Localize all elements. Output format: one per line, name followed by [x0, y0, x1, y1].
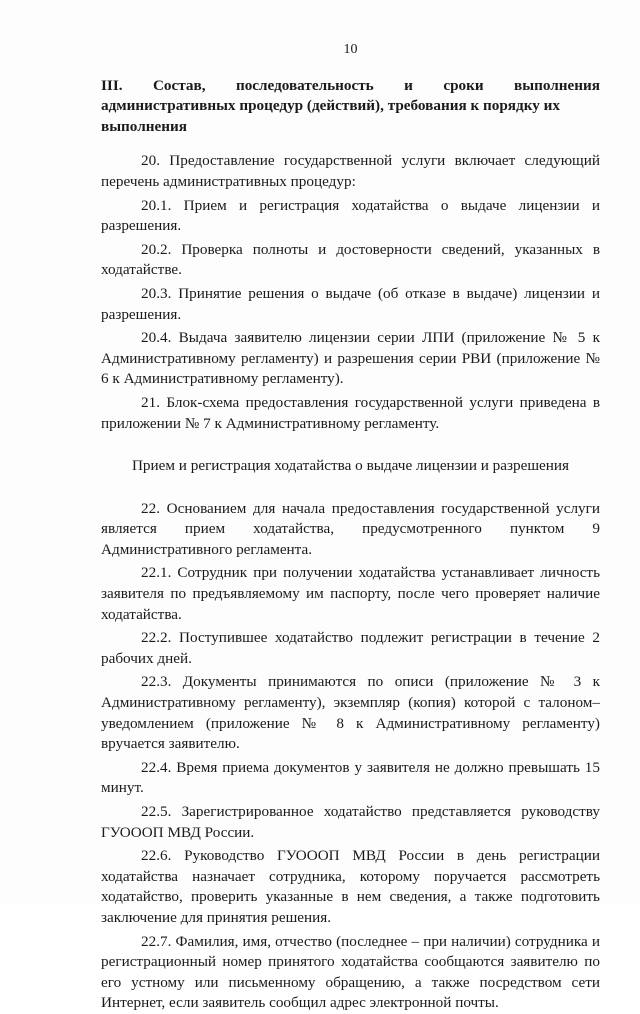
section-heading: [101, 76, 600, 138]
subsection-heading: Прием и регистрация ходатайства о выдаче лицензии и разрешения: [131, 457, 570, 475]
paragraph-20: 20. Предоставление государственной услуги включает следующий перечень административных процедур:: [101, 152, 600, 190]
paragraph-22-6: 22.6. Руководство ГУОООП МВД России в день регистрации ходатайства назначает сотрудника, которому поручается рассмотреть ходатайство, проверить указанные в нем сведения, а также подготовить заключение для принятия решения.: [101, 847, 600, 926]
paragraph-22-line-1: 22. Основанием для начала предоставления государственной услуги: [141, 499, 600, 517]
paragraph-22-3: 22.3. Документы принимаются по описи (приложение № 3 к Административному регламенту), экземпляр (копия) которой с талоном–уведомлением (приложение № 8 к Административному регламенту) вручается заявителю.: [101, 673, 600, 753]
paragraph-20-3: 20.3. Принятие решения о выдаче (об отказе в выдаче) лицензии и разрешения.: [101, 284, 600, 323]
paragraph-22-7: 22.7. Фамилия, имя, отчество (последнее – при наличии) сотрудника и регистрационный номер принятого ходатайства сообщаются заявителю по его устному или письменному обращению, а также посредством сети Интернет, если заявитель сообщил адрес электронной почты.: [101, 932, 600, 1012]
section-heading-line-1: III. Состав, последовательность и сроки выполнения: [101, 76, 600, 94]
paragraph-21: 21. Блок-схема предоставления государственной услуги приведена в приложении № 7 к Административному регламенту.: [101, 393, 600, 432]
paragraph-20-2: 20.2. Проверка полноты и достоверности сведений, указанных в ходатайстве.: [101, 240, 600, 279]
paragraph-22-4: 22.4. Время приема документов у заявителя не должно превышать 15 минут.: [101, 758, 600, 797]
section-heading-line-2: административных процедур (действий), требования к порядку их выполнения: [101, 97, 560, 135]
paragraph-22-1: 22.1. Сотрудник при получении ходатайства устанавливает личность заявителя по предъявляемому им паспорту, после чего проверяет наличие ходатайства.: [101, 564, 600, 623]
paragraph-20-1: 20.1. Прием и регистрация ходатайства о выдаче лицензии и разрешения.: [101, 196, 600, 235]
paragraph-22-line-3: Административного регламента.: [101, 540, 313, 558]
page-number: 10: [343, 42, 358, 57]
paragraph-20-4: 20.4. Выдача заявителю лицензии серии ЛПИ (приложение № 5 к Административному регламенту) и разрешения серии РВИ (приложение № 6 к Административному регламенту).: [101, 329, 600, 388]
paragraph-22-2: 22.2. Поступившее ходатайство подлежит регистрации в течение 2 рабочих дней.: [101, 629, 600, 667]
paragraph-22-line-2: является прием ходатайства, предусмотренного пунктом 9: [101, 520, 600, 538]
paragraph-22: [101, 499, 600, 561]
paragraph-22-5: 22.5. Зарегистрированное ходатайство представляется руководству ГУОООП МВД России.: [101, 803, 600, 841]
